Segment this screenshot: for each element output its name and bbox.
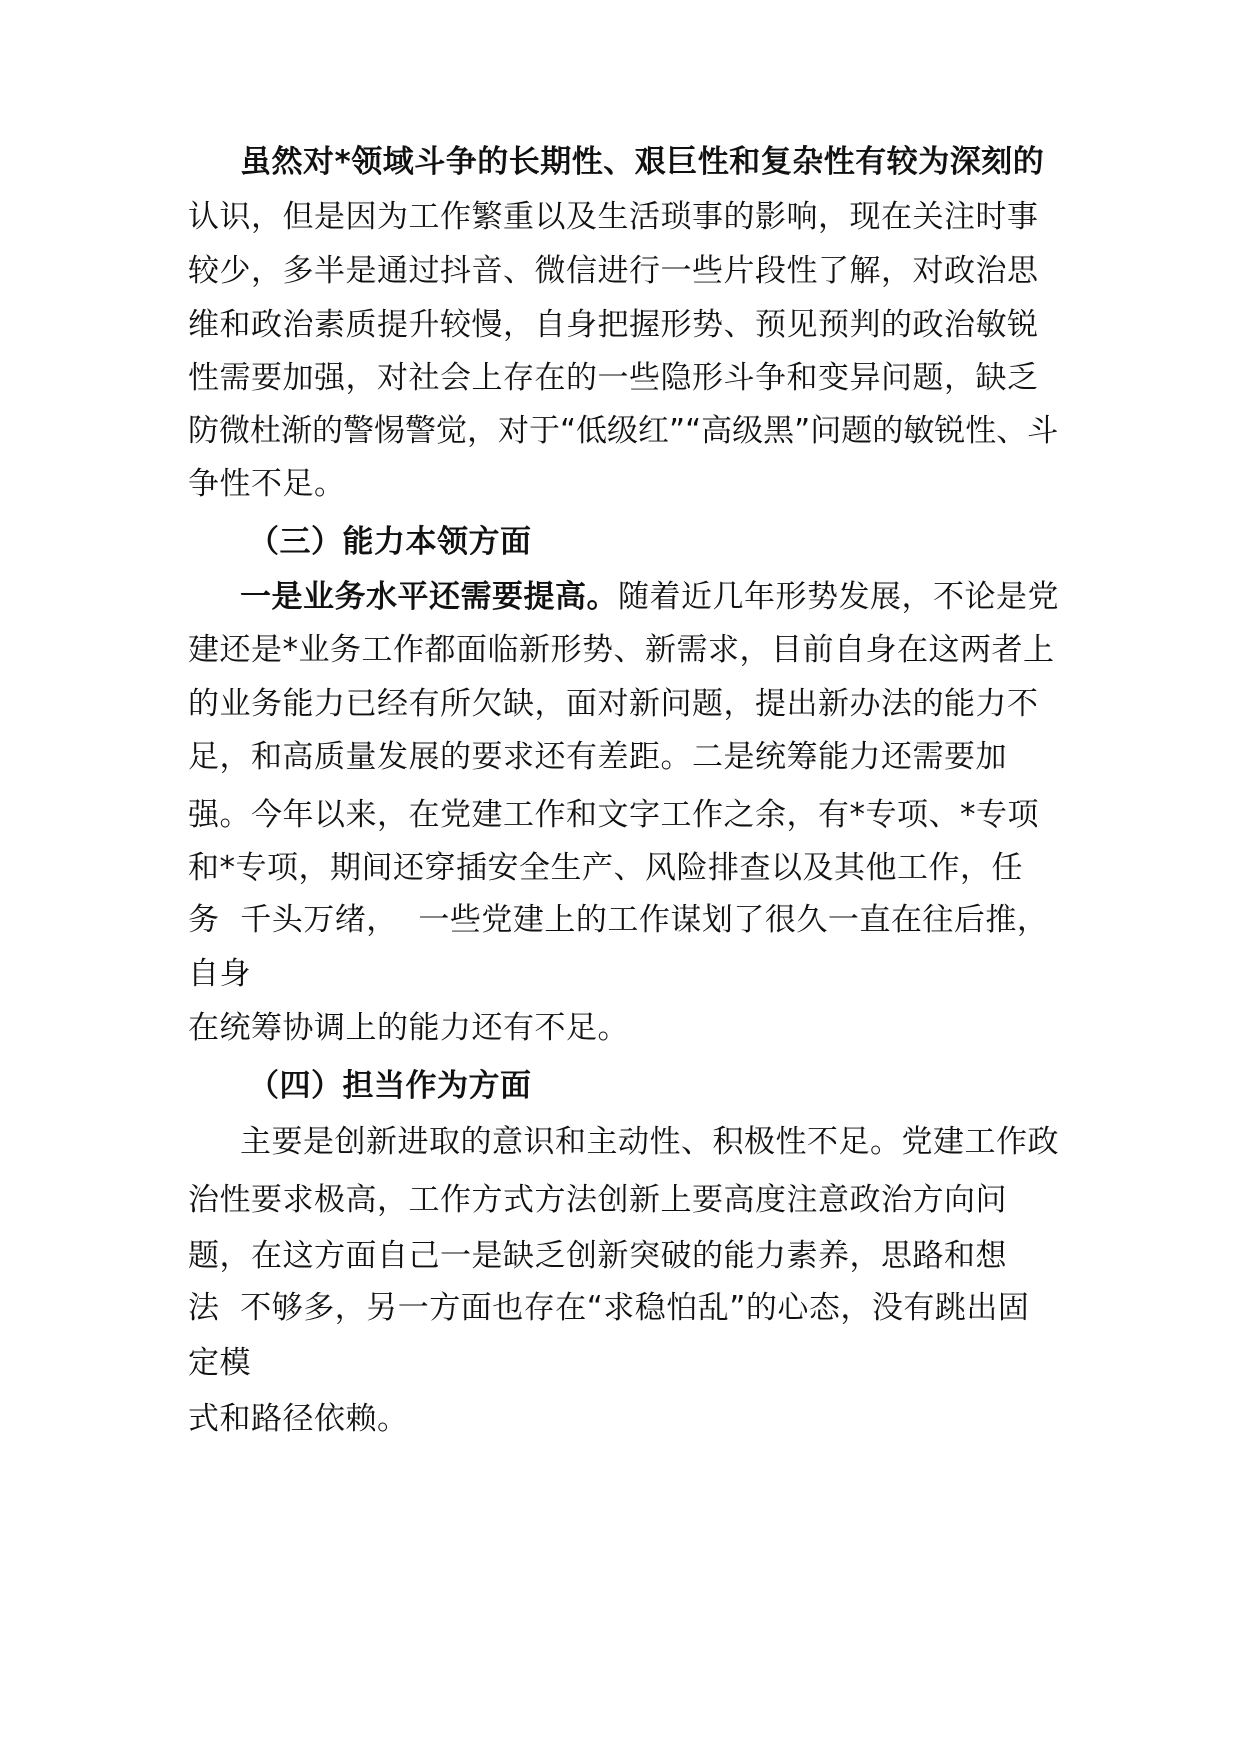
paragraph-line: 和*专项，期间还穿插安全生产、风险排查以及其他工作，任 [188, 850, 1023, 886]
section-heading: （四）担当作为方面 [248, 1068, 532, 1104]
paragraph-line: 在统筹协调上的能力还有不足。 [188, 1010, 629, 1046]
section-heading: （三）能力本领方面 [248, 524, 532, 560]
paragraph-line: 建还是*业务工作都面临新形势、新需求，目前自身在这两者上 [188, 632, 1055, 668]
paragraph-line: 主要是创新进取的意识和主动性、积极性不足。党建工作政 [240, 1124, 1059, 1160]
paragraph-line: 治性要求极高，工作方式方法创新上要高度注意政治方向问 [188, 1182, 1007, 1218]
paragraph-line: 强。今年以来，在党建工作和文字工作之余，有*专项、*专项 [188, 797, 1039, 833]
paragraph-line: 维和政治素质提升较慢，自身把握形势、预见预判的政治敏锐 [188, 307, 1039, 343]
paragraph-line: 务 千头万绪， 一些党建上的工作谋划了很久一直在往后推， [188, 902, 1049, 938]
paragraph-line: 争性不足。 [188, 466, 346, 502]
paragraph-line: 足，和高质量发展的要求还有差距。二是统筹能力还需要加 [188, 739, 1007, 775]
paragraph-line: 虽然对*领域斗争的长期性、艰巨性和复杂性有较为深刻的 [240, 144, 1045, 180]
paragraph-line: 法 不够多，另一方面也存在“求稳怕乱”的心态，没有跳出固 [188, 1290, 1030, 1326]
paragraph-line: 较少，多半是通过抖音、微信进行一些片段性了解，对政治思 [188, 253, 1039, 289]
paragraph-line [240, 577, 1059, 617]
paragraph-text: 随着近几年形势发展，不论是党 [618, 579, 1059, 615]
paragraph-line: 自身 [188, 956, 251, 992]
paragraph-line: 认识，但是因为工作繁重以及生活琐事的影响，现在关注时事 [188, 199, 1039, 235]
paragraph-line: 防微杜渐的警惕警觉，对于“低级红”“高级黑”问题的敏锐性、斗 [188, 413, 1059, 449]
paragraph-line: 题，在这方面自己一是缺乏创新突破的能力素养，思路和想 [188, 1238, 1007, 1274]
lead-sentence: 一是业务水平还需要提高。 [240, 579, 618, 615]
paragraph-line: 式和路径依赖。 [188, 1401, 409, 1437]
paragraph-line: 的业务能力已经有所欠缺，面对新问题，提出新办法的能力不 [188, 686, 1039, 722]
paragraph-line: 性需要加强，对社会上存在的一些隐形斗争和变异问题，缺乏 [188, 360, 1039, 396]
paragraph-line: 定模 [188, 1345, 251, 1381]
